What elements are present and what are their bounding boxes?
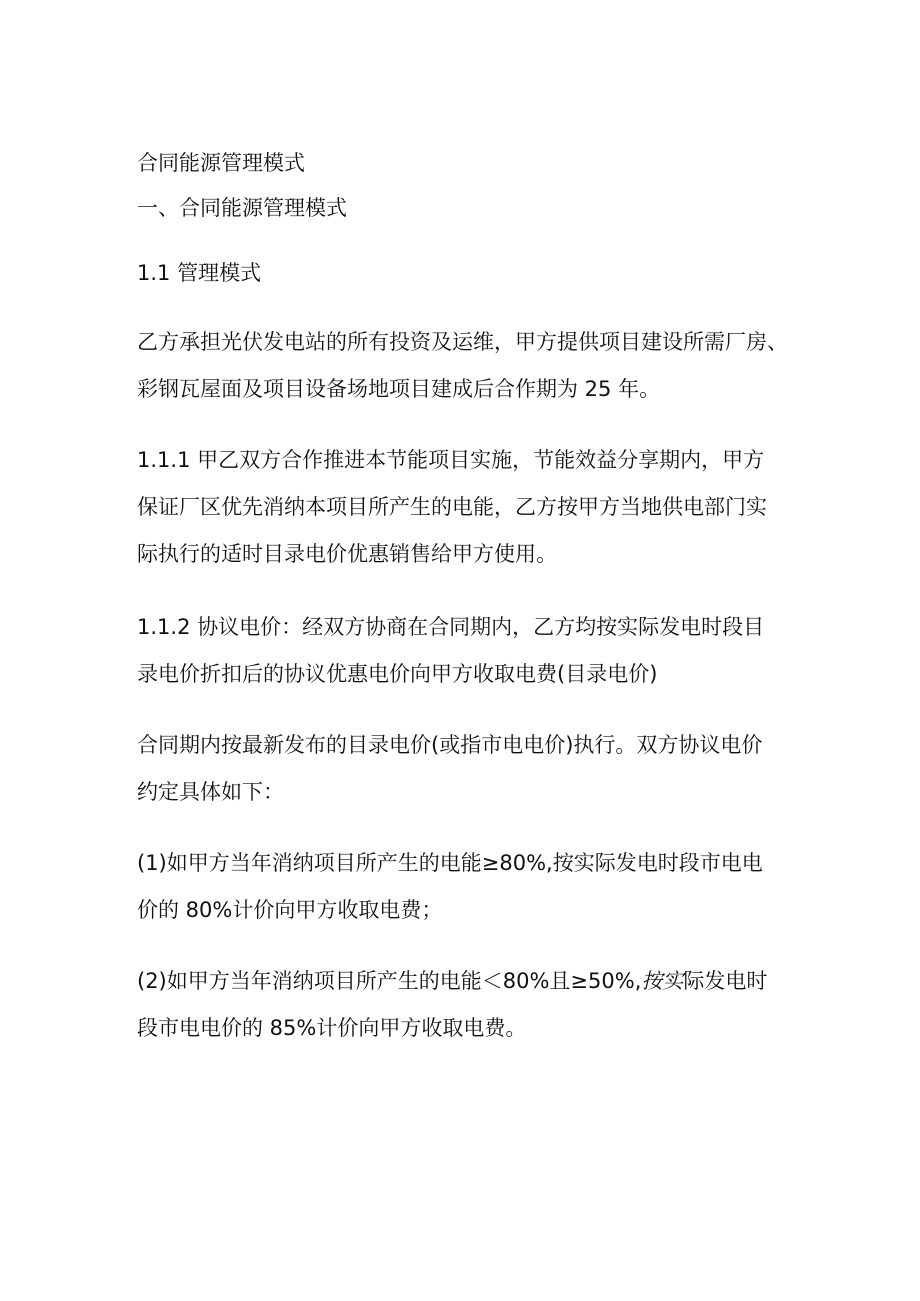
paragraph-line — [137, 958, 802, 1005]
paragraph-line: 1.1.2 协议电价：经双方协商在合同期内，乙方均按实际发电时段目 — [137, 615, 765, 639]
paragraph-item-1 — [137, 840, 802, 934]
text-segment: 际发电时 — [683, 969, 768, 993]
paragraph-intro — [137, 319, 802, 413]
paragraph-line: 段市电电价的 85%计价向甲方收取电费。 — [137, 1016, 527, 1040]
subsection-heading: 1.1 管理模式 — [137, 261, 262, 285]
paragraph-line: 价的 80%计价向甲方收取电费； — [137, 898, 443, 922]
italic-text-segment: 按实 — [641, 969, 684, 993]
paragraph-line: 际执行的适时目录电价优惠销售给甲方使用。 — [137, 542, 557, 566]
document-title: 合同能源管理模式 — [137, 151, 305, 175]
paragraph-1-1-2 — [137, 604, 802, 698]
text-segment: (2)如甲方当年消纳项目所产生的电能＜80%且≥50%, — [137, 969, 642, 993]
paragraph-line: (1)如甲方当年消纳项目所产生的电能≥80%,按实际发电时段市电电 — [137, 851, 763, 875]
paragraph-line: 1.1.1 甲乙双方合作推进本节能项目实施，节能效益分享期内，甲方 — [137, 448, 765, 472]
paragraph-1-1-1 — [137, 437, 802, 578]
paragraph-line: 录电价折扣后的协议优惠电价向甲方收取电费(目录电价) — [137, 662, 658, 686]
paragraph-line: 合同期内按最新发布的目录电价(或指市电电价)执行。双方协议电价 — [137, 733, 763, 757]
paragraph-line: 彩钢瓦屋面及项目设备场地项目建成后合作期为 25 年。 — [137, 377, 661, 401]
paragraph-line: 乙方承担光伏发电站的所有投资及运维，甲方提供项目建设所需厂房、 — [137, 330, 788, 354]
paragraph-line: 约定具体如下： — [137, 780, 284, 804]
paragraph-item-2 — [137, 958, 802, 1052]
paragraph-contract-price — [137, 722, 802, 816]
section-heading: 一、合同能源管理模式 — [137, 196, 347, 220]
paragraph-line: 保证厂区优先消纳本项目所产生的电能，乙方按甲方当地供电部门实 — [137, 495, 767, 519]
